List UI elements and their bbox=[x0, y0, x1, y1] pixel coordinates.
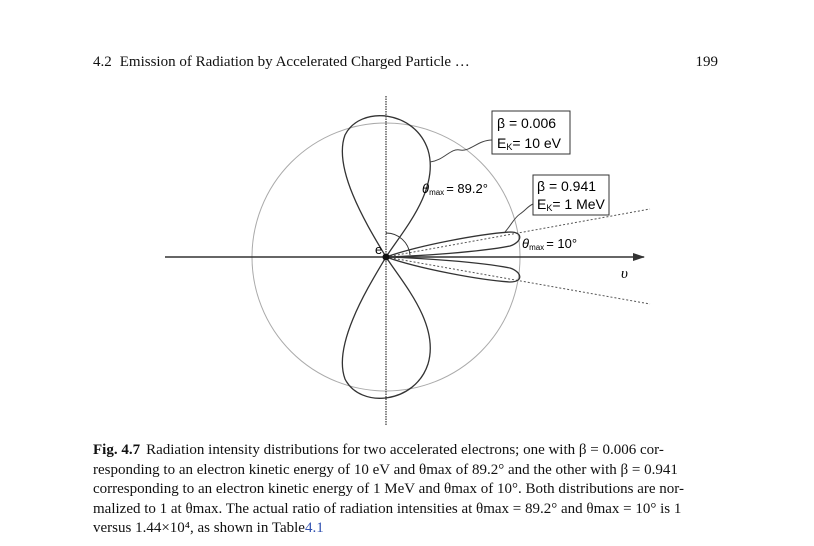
leader-box2 bbox=[505, 204, 533, 232]
leader-box1 bbox=[430, 140, 492, 162]
section-title: Emission of Radiation by Accelerated Charged Particle … bbox=[119, 54, 470, 70]
electron-dot bbox=[383, 254, 390, 261]
caption-line-2: responding to an electron kinetic energy of 10 eV and θmax of 89.2° and the other with β = 0.941 bbox=[93, 461, 678, 478]
figure-caption bbox=[93, 441, 721, 539]
theta-max-fast-label: θmax = 10° bbox=[522, 236, 578, 252]
caption-line-1: Fig. 4.7 Radiation intensity distributions for two accelerated electrons; one with β = 0.006 cor- bbox=[93, 442, 664, 458]
box1-energy: EK= 10 eV bbox=[497, 135, 562, 152]
theta-max-slow-label: θmax = 89.2° bbox=[422, 181, 488, 197]
section-number: 4.2 bbox=[93, 54, 112, 70]
caption-line-3: corresponding to an electron kinetic energy of 1 MeV and θmax of 10°. Both distributions are nor- bbox=[93, 481, 684, 498]
velocity-label: υ bbox=[621, 266, 628, 282]
box2-beta: β = 0.941 bbox=[537, 178, 597, 194]
box2-energy: EK= 1 MeV bbox=[537, 196, 605, 213]
page-number: 199 bbox=[695, 54, 718, 70]
caption-line-5: versus 1.44×10⁴, as shown in Table4.1 bbox=[93, 520, 324, 537]
box1-beta: β = 0.006 bbox=[497, 115, 557, 131]
table-link[interactable]: 4.1 bbox=[304, 520, 324, 537]
caption-line-4: malized to 1 at θmax. The actual ratio of radiation intensities at θmax = 89.2° and θmax = 10° is 1 bbox=[93, 500, 682, 517]
figure-label: Fig. 4.7 bbox=[93, 442, 141, 458]
electron-label: e bbox=[375, 242, 383, 257]
